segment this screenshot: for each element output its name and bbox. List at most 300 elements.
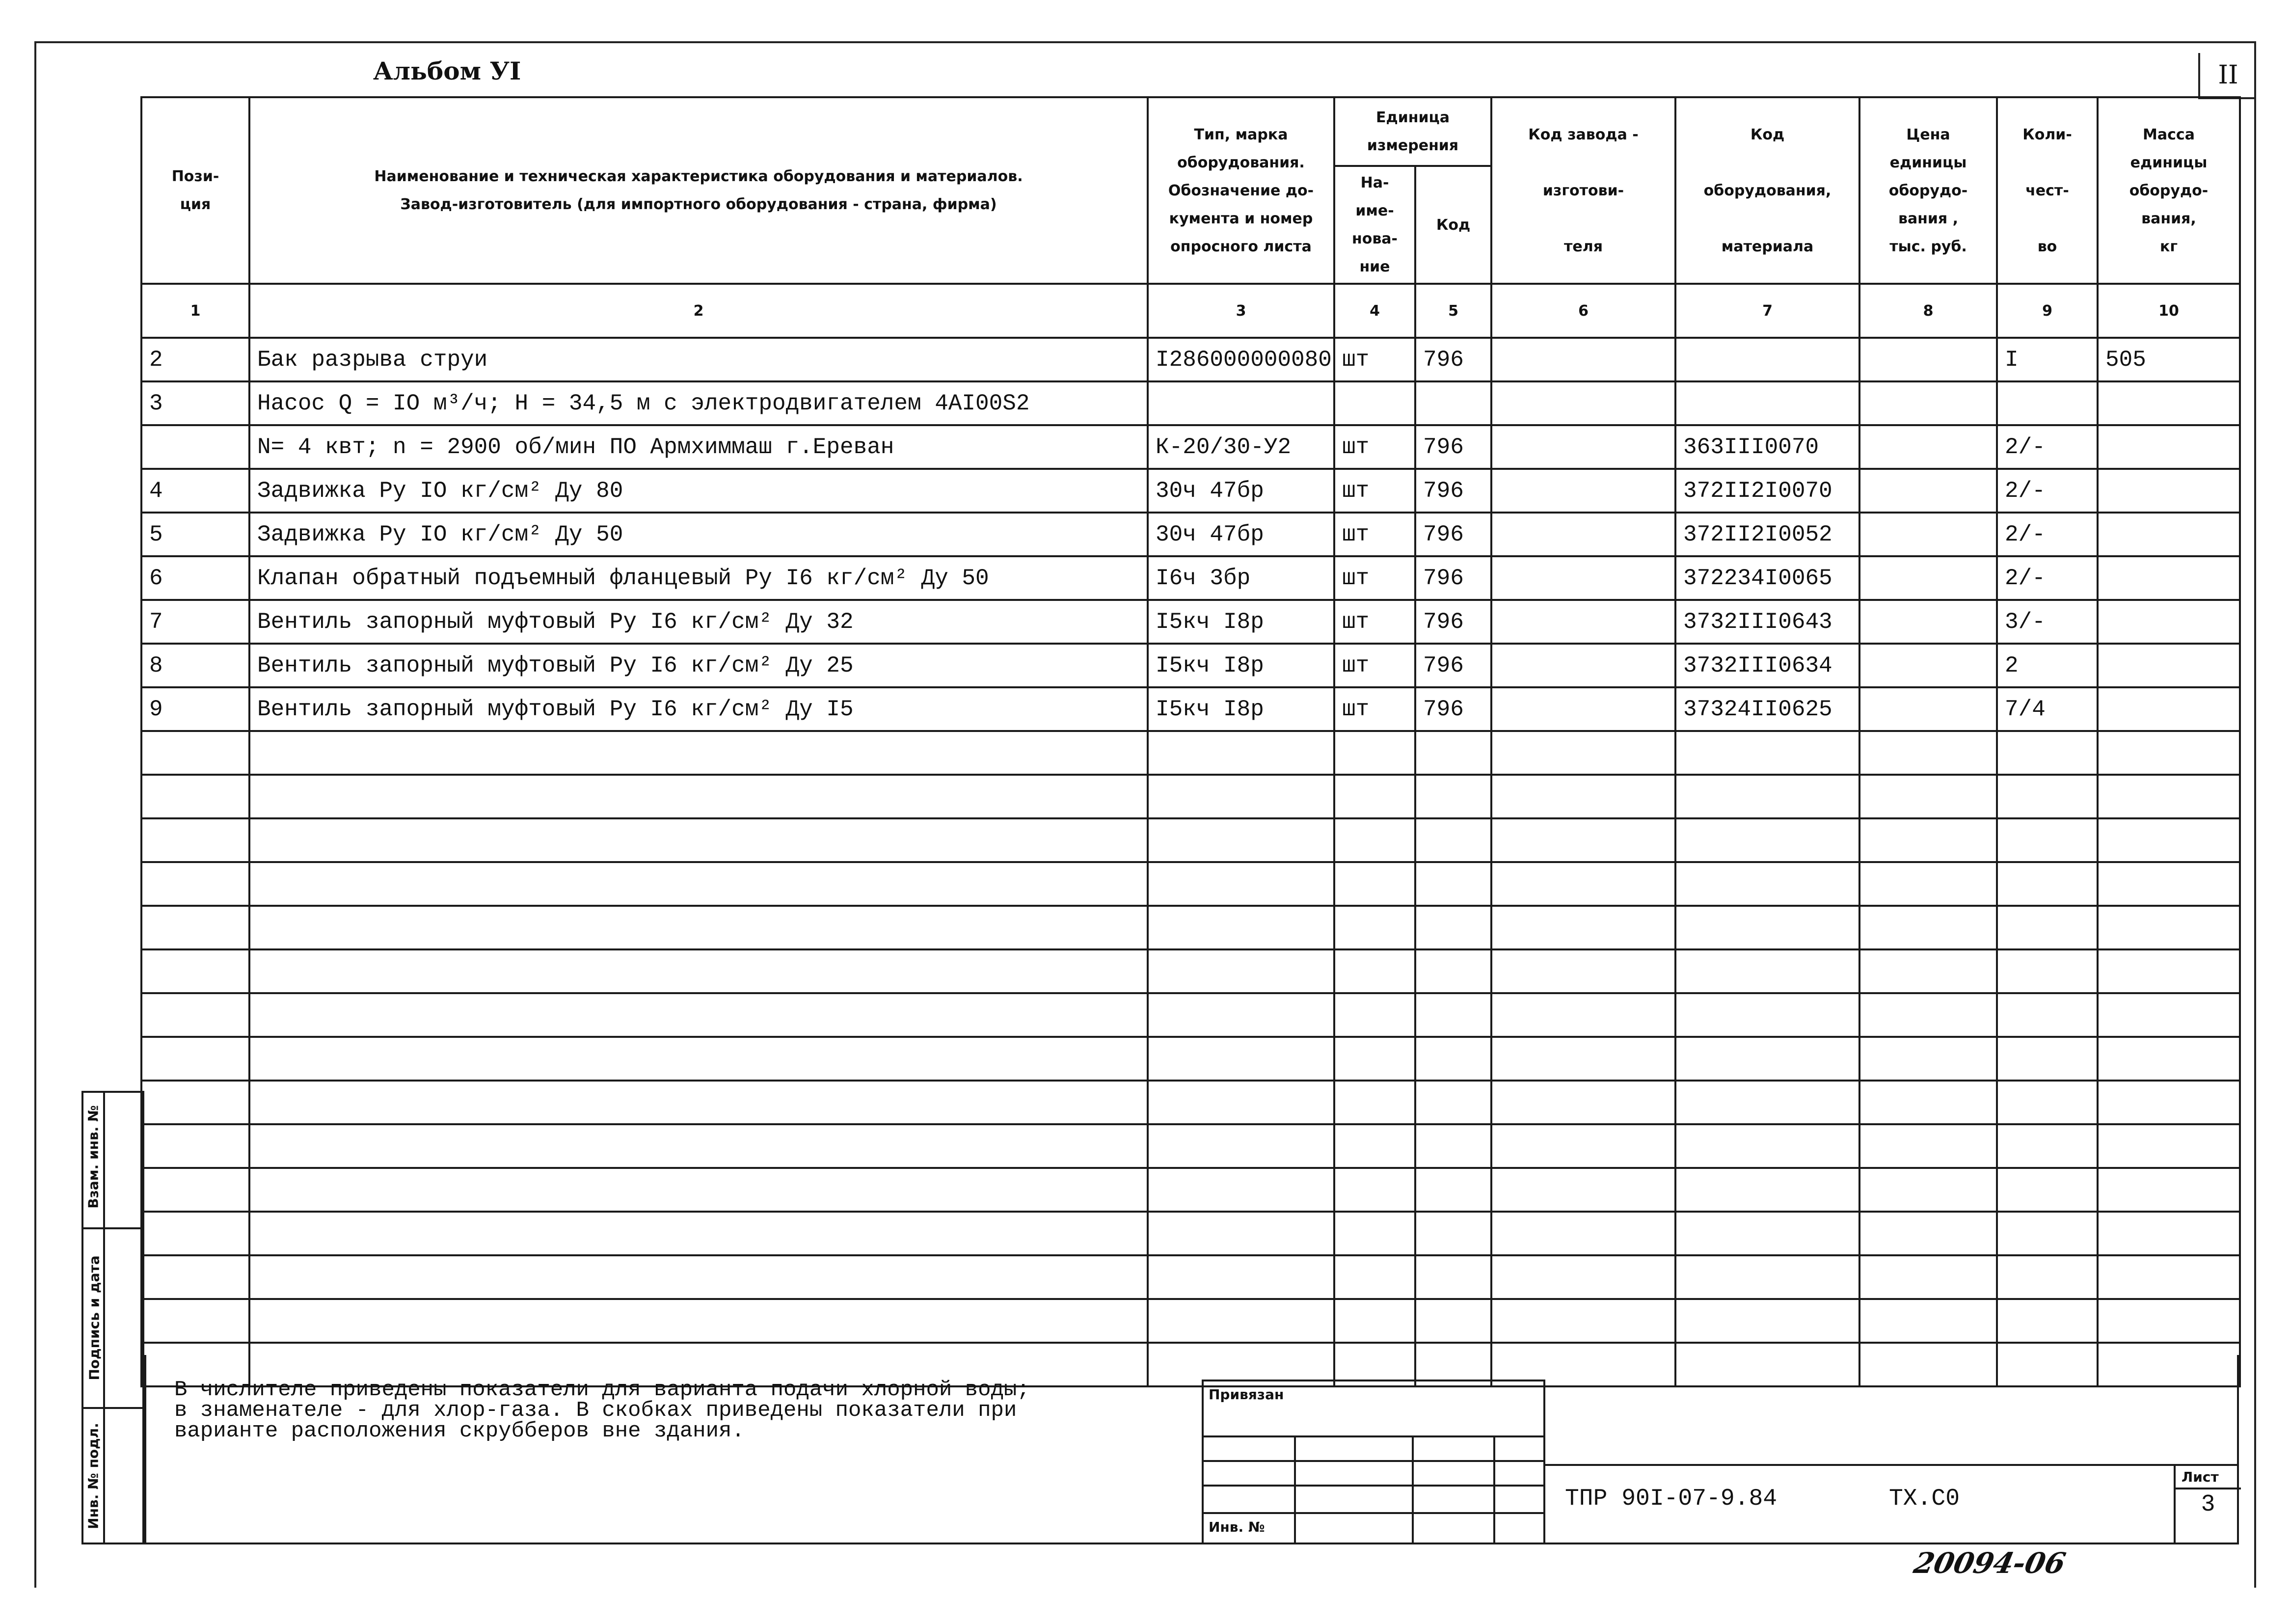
row-quantity: 2/- [1997, 513, 2098, 556]
row-position: 7 [141, 600, 249, 644]
column-number: 7 [1675, 284, 1859, 338]
empty-cell [1997, 731, 2098, 775]
inv-no-label: Инв. № [1209, 1519, 1265, 1535]
note-line: варианте расположения скрубберов вне здания. [174, 1419, 745, 1443]
row-unit: шт [1334, 556, 1415, 600]
empty-cell [2098, 1168, 2240, 1212]
row-price [1859, 469, 1997, 513]
empty-cell [1334, 1037, 1415, 1081]
row-quantity: 2 [1997, 644, 2098, 687]
row-name: Вентиль запорный муфтовый Ру I6 кг/см² Ду 25 [249, 644, 1148, 687]
empty-cell [1334, 775, 1415, 818]
empty-row [141, 906, 2240, 949]
page-corner-number: II [2218, 60, 2238, 90]
empty-cell [1675, 862, 1859, 906]
album-title: Альбом УI [373, 56, 521, 85]
row-unit-code: 796 [1415, 513, 1491, 556]
empty-cell [1675, 1081, 1859, 1124]
empty-row [141, 775, 2240, 818]
empty-cell [1859, 775, 1997, 818]
row-type: I5кч I8р [1148, 600, 1334, 644]
row-plant-code [1491, 687, 1675, 731]
empty-row [141, 1037, 2240, 1081]
empty-cell [1148, 1037, 1334, 1081]
frame-left [34, 41, 36, 1588]
empty-cell [1334, 993, 1415, 1037]
row-price [1859, 338, 1997, 381]
empty-cell [249, 1255, 1148, 1299]
row-position: 9 [141, 687, 249, 731]
empty-cell [1491, 993, 1675, 1037]
empty-cell [1148, 1168, 1334, 1212]
empty-cell [1491, 862, 1675, 906]
column-number: 6 [1491, 284, 1675, 338]
row-name: Бак разрыва струи [249, 338, 1148, 381]
empty-cell [249, 993, 1148, 1037]
empty-cell [1859, 1212, 1997, 1255]
empty-cell [2098, 1255, 2240, 1299]
empty-cell [1997, 1081, 2098, 1124]
empty-cell [1997, 906, 2098, 949]
table-row [141, 513, 2240, 556]
empty-cell [249, 1299, 1148, 1343]
empty-cell [1859, 1037, 1997, 1081]
table-row [141, 469, 2240, 513]
empty-cell [1491, 949, 1675, 993]
row-equipment-code [1675, 381, 1859, 425]
header-mass: Масса единицы оборудо- вания, кг [2098, 97, 2240, 284]
empty-cell [1334, 1168, 1415, 1212]
empty-cell [1148, 862, 1334, 906]
table-row [141, 644, 2240, 687]
empty-cell [1148, 731, 1334, 775]
empty-cell [1334, 906, 1415, 949]
empty-row [141, 1212, 2240, 1255]
privyazan-stamp [1202, 1380, 1545, 1544]
empty-cell [1675, 906, 1859, 949]
empty-cell [249, 949, 1148, 993]
column-number-row [141, 284, 2240, 338]
empty-cell [1675, 731, 1859, 775]
row-position: 8 [141, 644, 249, 687]
empty-cell [141, 1124, 249, 1168]
empty-cell [1859, 731, 1997, 775]
empty-cell [141, 775, 249, 818]
header-price: Цена единицы оборудо- вания , тыс. руб. [1859, 97, 1997, 284]
empty-row [141, 818, 2240, 862]
row-position: 4 [141, 469, 249, 513]
empty-cell [1491, 1212, 1675, 1255]
empty-row [141, 1255, 2240, 1299]
row-position: 6 [141, 556, 249, 600]
row-type: I5кч I8р [1148, 687, 1334, 731]
empty-cell [1148, 1255, 1334, 1299]
row-price [1859, 600, 1997, 644]
row-unit: шт [1334, 687, 1415, 731]
side-stamp-vzam: Взам. инв. № [85, 1105, 102, 1209]
specification-table [140, 96, 2241, 1387]
empty-cell [1491, 1037, 1675, 1081]
empty-cell [1997, 862, 2098, 906]
row-name: Задвижка Ру IO кг/см² Ду 80 [249, 469, 1148, 513]
row-plant-code [1491, 556, 1675, 600]
empty-cell [1491, 818, 1675, 862]
header-unit-name: На- име- нова- ние [1334, 166, 1415, 284]
empty-cell [141, 1037, 249, 1081]
row-position [141, 425, 249, 469]
empty-cell [1334, 1124, 1415, 1168]
empty-cell [2098, 949, 2240, 993]
row-mass [2098, 469, 2240, 513]
row-name: N= 4 квт; n = 2900 об/мин ПО Армхиммаш г.Ереван [249, 425, 1148, 469]
empty-cell [1415, 862, 1491, 906]
empty-cell [1675, 949, 1859, 993]
handwritten-number: 20094-06 [1911, 1546, 2069, 1580]
row-equipment-code: 372II2I0052 [1675, 513, 1859, 556]
empty-cell [2098, 862, 2240, 906]
empty-cell [1491, 731, 1675, 775]
empty-cell [1415, 1299, 1491, 1343]
row-equipment-code: 372II2I0070 [1675, 469, 1859, 513]
privyazan-label: Привязан [1209, 1386, 1284, 1403]
note-text [174, 1380, 1030, 1441]
empty-cell [1997, 818, 2098, 862]
row-plant-code [1491, 381, 1675, 425]
row-position: 5 [141, 513, 249, 556]
empty-cell [1675, 1168, 1859, 1212]
empty-cell [141, 1168, 249, 1212]
row-mass [2098, 600, 2240, 644]
row-unit-code: 796 [1415, 687, 1491, 731]
header-type: Тип, марка оборудования. Обозначение до- кумента и номер опросного листа [1148, 97, 1334, 284]
empty-cell [1675, 1299, 1859, 1343]
row-unit: шт [1334, 644, 1415, 687]
empty-cell [141, 906, 249, 949]
row-unit-code: 796 [1415, 556, 1491, 600]
header-position: Пози- ция [141, 97, 249, 284]
empty-cell [1675, 1037, 1859, 1081]
empty-cell [249, 1168, 1148, 1212]
empty-cell [1334, 1081, 1415, 1124]
row-equipment-code: 3732III0634 [1675, 644, 1859, 687]
row-unit: шт [1334, 469, 1415, 513]
row-position: 2 [141, 338, 249, 381]
empty-cell [1415, 949, 1491, 993]
empty-cell [1491, 1168, 1675, 1212]
row-mass [2098, 425, 2240, 469]
empty-cell [1334, 1299, 1415, 1343]
row-plant-code [1491, 338, 1675, 381]
empty-cell [1997, 1168, 2098, 1212]
empty-cell [1415, 1124, 1491, 1168]
empty-cell [1148, 818, 1334, 862]
empty-cell [2098, 993, 2240, 1037]
empty-cell [249, 906, 1148, 949]
empty-row [141, 862, 2240, 906]
empty-cell [2098, 1037, 2240, 1081]
column-number: 5 [1415, 284, 1491, 338]
empty-cell [249, 1124, 1148, 1168]
empty-cell [1675, 1255, 1859, 1299]
document-code: ТПР 90I-07-9.84 [1565, 1486, 1778, 1512]
empty-row [141, 949, 2240, 993]
row-quantity: 2/- [1997, 425, 2098, 469]
row-plant-code [1491, 425, 1675, 469]
row-mass [2098, 687, 2240, 731]
row-type: I286000000080 [1148, 338, 1334, 381]
frame-right [2254, 41, 2256, 1588]
page-corner-box [2198, 53, 2256, 99]
column-number: 4 [1334, 284, 1415, 338]
empty-cell [249, 862, 1148, 906]
row-mass [2098, 556, 2240, 600]
empty-cell [1675, 775, 1859, 818]
empty-cell [1997, 1212, 2098, 1255]
empty-cell [1148, 949, 1334, 993]
empty-cell [1334, 818, 1415, 862]
side-stamp-divider [103, 1091, 105, 1544]
empty-cell [1148, 906, 1334, 949]
row-quantity: 2/- [1997, 469, 2098, 513]
row-price [1859, 644, 1997, 687]
side-stamp-podpis: Подпись и дата [86, 1255, 103, 1380]
empty-cell [1148, 1212, 1334, 1255]
empty-cell [1859, 906, 1997, 949]
empty-row [141, 1168, 2240, 1212]
sheet-number: 3 [2201, 1491, 2215, 1518]
empty-cell [1415, 993, 1491, 1037]
empty-cell [141, 1212, 249, 1255]
empty-cell [1859, 1299, 1997, 1343]
row-quantity [1997, 381, 2098, 425]
column-number: 8 [1859, 284, 1997, 338]
empty-cell [1859, 1255, 1997, 1299]
table-row [141, 556, 2240, 600]
empty-cell [1415, 1168, 1491, 1212]
row-equipment-code: 3732III0643 [1675, 600, 1859, 644]
empty-cell [1675, 818, 1859, 862]
row-price [1859, 556, 1997, 600]
empty-cell [141, 949, 249, 993]
row-name: Клапан обратный подъемный фланцевый Ру I6 кг/см² Ду 50 [249, 556, 1148, 600]
header-equipment-code: Код оборудования, материала [1675, 97, 1859, 284]
row-mass [2098, 513, 2240, 556]
header-unit: Единица измерения [1334, 97, 1491, 166]
table-row [141, 600, 2240, 644]
note-line: В числителе приведены показатели для варианта подачи хлорной воды; [174, 1378, 1030, 1402]
table-row [141, 687, 2240, 731]
empty-cell [1491, 775, 1675, 818]
empty-row [141, 1081, 2240, 1124]
row-type: 30ч 47бр [1148, 469, 1334, 513]
empty-cell [1997, 1255, 2098, 1299]
row-unit-code: 796 [1415, 600, 1491, 644]
empty-cell [1148, 1299, 1334, 1343]
row-name: Вентиль запорный муфтовый Ру I6 кг/см² Ду 32 [249, 600, 1148, 644]
row-quantity: I [1997, 338, 2098, 381]
row-type: I6ч 3бр [1148, 556, 1334, 600]
table-row [141, 425, 2240, 469]
empty-cell [1675, 1212, 1859, 1255]
row-position: 3 [141, 381, 249, 425]
row-unit-code: 796 [1415, 425, 1491, 469]
empty-cell [1997, 1299, 2098, 1343]
empty-cell [1415, 1037, 1491, 1081]
empty-cell [141, 1299, 249, 1343]
row-equipment-code: 363III0070 [1675, 425, 1859, 469]
empty-row [141, 1124, 2240, 1168]
row-unit-code: 796 [1415, 338, 1491, 381]
row-mass [2098, 644, 2240, 687]
empty-cell [1415, 1255, 1491, 1299]
empty-cell [2098, 1081, 2240, 1124]
column-number: 1 [141, 284, 249, 338]
empty-cell [1148, 775, 1334, 818]
empty-cell [249, 1212, 1148, 1255]
empty-cell [1491, 1081, 1675, 1124]
empty-cell [249, 1037, 1148, 1081]
data-rows [141, 338, 2240, 1386]
header-quantity: Коли- чест- во [1997, 97, 2098, 284]
side-stamp-inv-podl: Инв. № подл. [85, 1423, 102, 1529]
empty-row [141, 993, 2240, 1037]
row-plant-code [1491, 600, 1675, 644]
empty-cell [2098, 775, 2240, 818]
empty-cell [1334, 1212, 1415, 1255]
row-quantity: 2/- [1997, 556, 2098, 600]
empty-cell [1334, 949, 1415, 993]
sheet-label: Лист [2182, 1469, 2219, 1485]
empty-cell [1491, 906, 1675, 949]
empty-cell [1148, 993, 1334, 1037]
empty-cell [1859, 993, 1997, 1037]
row-price [1859, 425, 1997, 469]
empty-cell [141, 993, 249, 1037]
row-type: 30ч 47бр [1148, 513, 1334, 556]
empty-cell [1415, 1212, 1491, 1255]
empty-cell [1491, 1299, 1675, 1343]
column-number: 2 [249, 284, 1148, 338]
row-unit: шт [1334, 425, 1415, 469]
empty-cell [141, 1255, 249, 1299]
row-price [1859, 687, 1997, 731]
empty-cell [1334, 1255, 1415, 1299]
row-mass: 505 [2098, 338, 2240, 381]
empty-cell [1859, 1124, 1997, 1168]
row-price [1859, 381, 1997, 425]
header-name: Наименование и техническая характеристика оборудования и материалов. Завод-изготовитель (для импортного оборудования - страна, фирма) [249, 97, 1148, 284]
row-unit [1334, 381, 1415, 425]
header-plant-code: Код завода - изготови- теля [1491, 97, 1675, 284]
row-type: I5кч I8р [1148, 644, 1334, 687]
row-unit: шт [1334, 600, 1415, 644]
empty-cell [2098, 818, 2240, 862]
empty-row [141, 1299, 2240, 1343]
row-type [1148, 381, 1334, 425]
empty-cell [1859, 1081, 1997, 1124]
column-number: 9 [1997, 284, 2098, 338]
empty-cell [2098, 731, 2240, 775]
empty-cell [1415, 906, 1491, 949]
empty-cell [1859, 818, 1997, 862]
empty-cell [1148, 1081, 1334, 1124]
empty-cell [1859, 1168, 1997, 1212]
empty-cell [1491, 1124, 1675, 1168]
frame-top [34, 41, 2256, 43]
empty-cell [141, 731, 249, 775]
column-number: 10 [2098, 284, 2240, 338]
empty-cell [1415, 775, 1491, 818]
empty-cell [1997, 949, 2098, 993]
empty-cell [1997, 775, 2098, 818]
empty-cell [1148, 1124, 1334, 1168]
empty-cell [1859, 949, 1997, 993]
row-name: Насос Q = IO м³/ч; Н = 34,5 м с электродвигателем 4АI00S2 [249, 381, 1148, 425]
row-plant-code [1491, 644, 1675, 687]
row-quantity: 7/4 [1997, 687, 2098, 731]
empty-cell [1415, 731, 1491, 775]
empty-cell [1997, 1037, 2098, 1081]
table-row [141, 381, 2240, 425]
empty-cell [1859, 862, 1997, 906]
empty-cell [141, 1081, 249, 1124]
document-mark: ТХ.С0 [1889, 1486, 1960, 1512]
empty-cell [1415, 1081, 1491, 1124]
empty-cell [249, 775, 1148, 818]
row-unit: шт [1334, 513, 1415, 556]
row-price [1859, 513, 1997, 556]
row-name: Вентиль запорный муфтовый Ру I6 кг/см² Ду I5 [249, 687, 1148, 731]
empty-cell [1675, 1124, 1859, 1168]
empty-cell [1334, 731, 1415, 775]
empty-row [141, 731, 2240, 775]
note-line: в знаменателе - для хлор-газа. В скобках приведены показатели при [174, 1398, 1017, 1423]
row-unit-code: 796 [1415, 644, 1491, 687]
row-plant-code [1491, 469, 1675, 513]
row-unit-code [1415, 381, 1491, 425]
row-equipment-code: 372234I0065 [1675, 556, 1859, 600]
empty-cell [1675, 993, 1859, 1037]
empty-cell [1334, 862, 1415, 906]
empty-cell [2098, 1212, 2240, 1255]
empty-cell [249, 1081, 1148, 1124]
row-unit: шт [1334, 338, 1415, 381]
empty-cell [1997, 993, 2098, 1037]
row-mass [2098, 381, 2240, 425]
empty-cell [1491, 1255, 1675, 1299]
empty-cell [141, 862, 249, 906]
row-unit-code: 796 [1415, 469, 1491, 513]
row-equipment-code [1675, 338, 1859, 381]
row-quantity: 3/- [1997, 600, 2098, 644]
row-plant-code [1491, 513, 1675, 556]
empty-cell [249, 731, 1148, 775]
empty-cell [2098, 1299, 2240, 1343]
empty-cell [1997, 1124, 2098, 1168]
empty-cell [249, 818, 1148, 862]
table-row [141, 338, 2240, 381]
column-number: 3 [1148, 284, 1334, 338]
empty-cell [2098, 1124, 2240, 1168]
header-unit-code: Код [1415, 166, 1491, 284]
empty-cell [141, 818, 249, 862]
title-block [1543, 1464, 2239, 1544]
empty-cell [1415, 818, 1491, 862]
empty-cell [2098, 906, 2240, 949]
row-equipment-code: 37324II0625 [1675, 687, 1859, 731]
row-name: Задвижка Ру IO кг/см² Ду 50 [249, 513, 1148, 556]
row-type: К-20/30-У2 [1148, 425, 1334, 469]
